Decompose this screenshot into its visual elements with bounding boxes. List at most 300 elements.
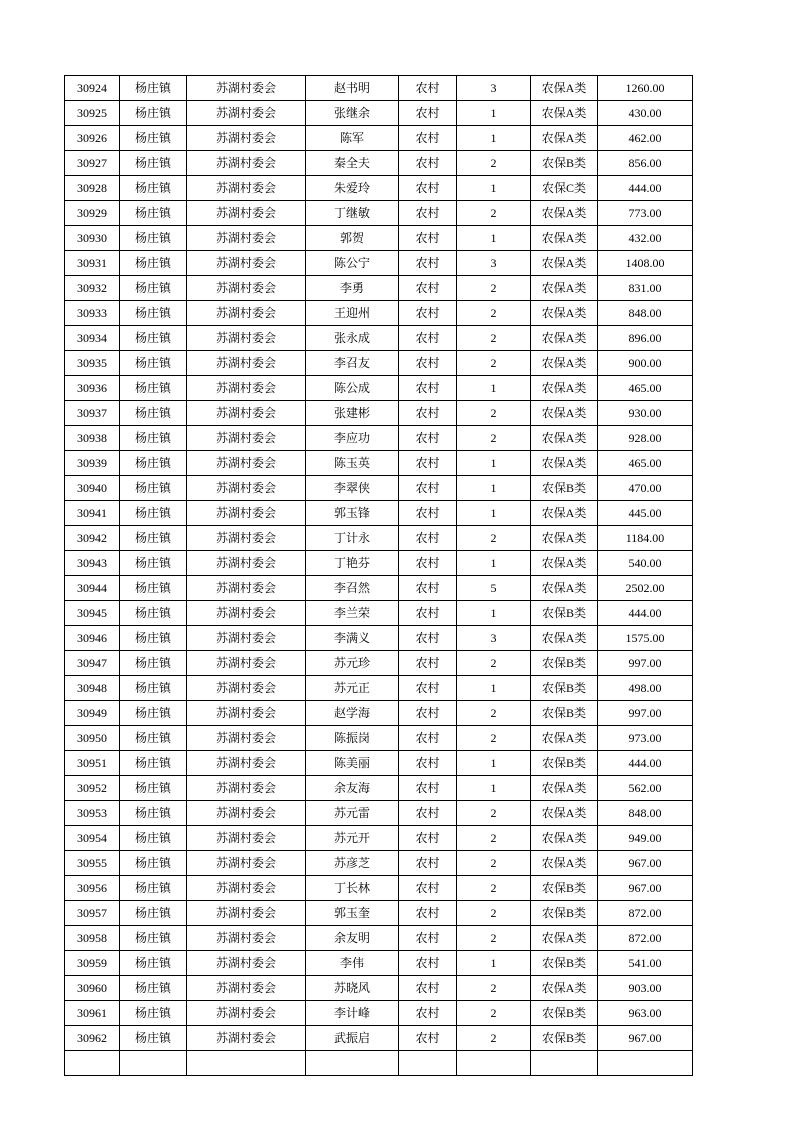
table-cell-town: 杨庄镇 (120, 251, 187, 276)
table-cell-category: 农保A类 (531, 826, 598, 851)
table-cell-town: 杨庄镇 (120, 676, 187, 701)
table-cell-amount: 498.00 (598, 676, 693, 701)
table-cell-name: 丁计永 (306, 526, 399, 551)
table-cell-town: 杨庄镇 (120, 426, 187, 451)
table-cell-amount: 831.00 (598, 276, 693, 301)
table-cell-amount: 465.00 (598, 376, 693, 401)
table-cell-village: 苏湖村委会 (187, 426, 306, 451)
table-row (65, 1001, 693, 1026)
table-cell-category: 农保A类 (531, 551, 598, 576)
table-cell-count: 1 (457, 751, 531, 776)
table-cell-category: 农保A类 (531, 251, 598, 276)
table-cell-id: 30945 (65, 601, 120, 626)
table-cell-village: 苏湖村委会 (187, 726, 306, 751)
table-cell-empty (120, 1051, 187, 1076)
table-cell-type: 农村 (399, 626, 457, 651)
table-cell-category: 农保B类 (531, 676, 598, 701)
table-cell-id: 30958 (65, 926, 120, 951)
table-cell-count: 2 (457, 1026, 531, 1051)
table-cell-count: 1 (457, 476, 531, 501)
table-cell-id: 30929 (65, 201, 120, 226)
table-cell-town: 杨庄镇 (120, 751, 187, 776)
table-cell-name: 余友明 (306, 926, 399, 951)
table-row (65, 826, 693, 851)
table-cell-name: 赵书明 (306, 76, 399, 101)
table-row (65, 401, 693, 426)
table-cell-name: 陈公宁 (306, 251, 399, 276)
table-cell-type: 农村 (399, 76, 457, 101)
table-cell-type: 农村 (399, 1026, 457, 1051)
table-cell-village: 苏湖村委会 (187, 751, 306, 776)
table-cell-name: 苏元雷 (306, 801, 399, 826)
table-cell-type: 农村 (399, 751, 457, 776)
table-cell-count: 2 (457, 826, 531, 851)
table-cell-type: 农村 (399, 526, 457, 551)
table-cell-category: 农保B类 (531, 601, 598, 626)
table-cell-town: 杨庄镇 (120, 226, 187, 251)
table-cell-town: 杨庄镇 (120, 826, 187, 851)
table-cell-category: 农保A类 (531, 451, 598, 476)
table-cell-count: 1 (457, 551, 531, 576)
table-cell-town: 杨庄镇 (120, 101, 187, 126)
table-cell-id: 30948 (65, 676, 120, 701)
table-cell-id: 30941 (65, 501, 120, 526)
table-cell-count: 1 (457, 176, 531, 201)
table-row (65, 376, 693, 401)
table-cell-amount: 949.00 (598, 826, 693, 851)
table-cell-town: 杨庄镇 (120, 451, 187, 476)
table-cell-type: 农村 (399, 851, 457, 876)
table-cell-category: 农保A类 (531, 726, 598, 751)
table-cell-name: 李勇 (306, 276, 399, 301)
table-cell-name: 陈公成 (306, 376, 399, 401)
table-cell-town: 杨庄镇 (120, 76, 187, 101)
table-cell-name: 苏彦芝 (306, 851, 399, 876)
table-cell-village: 苏湖村委会 (187, 301, 306, 326)
table-cell-type: 农村 (399, 201, 457, 226)
table-cell-amount: 430.00 (598, 101, 693, 126)
table-cell-count: 1 (457, 226, 531, 251)
table-cell-name: 郭贺 (306, 226, 399, 251)
table-row (65, 451, 693, 476)
table-cell-village: 苏湖村委会 (187, 451, 306, 476)
table-cell-category: 农保B类 (531, 651, 598, 676)
table-cell-amount: 963.00 (598, 1001, 693, 1026)
table-cell-id: 30930 (65, 226, 120, 251)
table-cell-town: 杨庄镇 (120, 976, 187, 1001)
table-cell-name: 苏元开 (306, 826, 399, 851)
table-cell-type: 农村 (399, 101, 457, 126)
table-row (65, 926, 693, 951)
table-cell-category: 农保A类 (531, 76, 598, 101)
table-cell-amount: 973.00 (598, 726, 693, 751)
table-row (65, 751, 693, 776)
table-cell-village: 苏湖村委会 (187, 826, 306, 851)
table-cell-village: 苏湖村委会 (187, 1001, 306, 1026)
table-cell-amount: 856.00 (598, 151, 693, 176)
table-cell-town: 杨庄镇 (120, 401, 187, 426)
table-cell-town: 杨庄镇 (120, 926, 187, 951)
table-cell-amount: 967.00 (598, 876, 693, 901)
table-cell-category: 农保B类 (531, 876, 598, 901)
table-cell-category: 农保A类 (531, 851, 598, 876)
table-cell-count: 1 (457, 676, 531, 701)
table-cell-town: 杨庄镇 (120, 526, 187, 551)
table-cell-id: 30940 (65, 476, 120, 501)
table-row (65, 526, 693, 551)
table-cell-count: 3 (457, 626, 531, 651)
table-cell-village: 苏湖村委会 (187, 851, 306, 876)
table-cell-town: 杨庄镇 (120, 801, 187, 826)
table-row (65, 276, 693, 301)
table-row (65, 876, 693, 901)
table-cell-town: 杨庄镇 (120, 351, 187, 376)
table-cell-amount: 444.00 (598, 751, 693, 776)
table-row (65, 576, 693, 601)
table-row (65, 551, 693, 576)
table-cell-id: 30944 (65, 576, 120, 601)
table-cell-count: 2 (457, 851, 531, 876)
table-cell-count: 2 (457, 651, 531, 676)
table-cell-amount: 872.00 (598, 926, 693, 951)
table-row (65, 351, 693, 376)
table-cell-type: 农村 (399, 176, 457, 201)
table-cell-category: 农保B类 (531, 1001, 598, 1026)
table-row (65, 601, 693, 626)
table-cell-count: 2 (457, 426, 531, 451)
table-cell-amount: 930.00 (598, 401, 693, 426)
table-cell-empty (399, 1051, 457, 1076)
table-row (65, 901, 693, 926)
table-row (65, 726, 693, 751)
table-cell-id: 30957 (65, 901, 120, 926)
table-cell-category: 农保A类 (531, 201, 598, 226)
table-cell-name: 郭玉奎 (306, 901, 399, 926)
table-cell-town: 杨庄镇 (120, 576, 187, 601)
table-cell-category: 农保A类 (531, 326, 598, 351)
table-cell-village: 苏湖村委会 (187, 326, 306, 351)
table-cell-count: 2 (457, 326, 531, 351)
table-cell-name: 朱爱玲 (306, 176, 399, 201)
table-cell-amount: 997.00 (598, 701, 693, 726)
table-cell-count: 2 (457, 201, 531, 226)
table-cell-village: 苏湖村委会 (187, 276, 306, 301)
table-cell-town: 杨庄镇 (120, 901, 187, 926)
table-cell-category: 农保B类 (531, 476, 598, 501)
table-cell-type: 农村 (399, 451, 457, 476)
table-row (65, 476, 693, 501)
table-cell-count: 1 (457, 126, 531, 151)
table-cell-category: 农保A类 (531, 226, 598, 251)
table-cell-count: 2 (457, 976, 531, 1001)
table-cell-count: 2 (457, 151, 531, 176)
table-cell-name: 张建彬 (306, 401, 399, 426)
table-cell-amount: 2502.00 (598, 576, 693, 601)
table-row (65, 801, 693, 826)
table-cell-amount: 1184.00 (598, 526, 693, 551)
table-cell-name: 秦全夫 (306, 151, 399, 176)
table-cell-count: 2 (457, 526, 531, 551)
table-cell-id: 30924 (65, 76, 120, 101)
table-cell-town: 杨庄镇 (120, 376, 187, 401)
table-cell-amount: 1408.00 (598, 251, 693, 276)
table-cell-count: 1 (457, 601, 531, 626)
table-cell-amount: 900.00 (598, 351, 693, 376)
table-cell-category: 农保B类 (531, 1026, 598, 1051)
table-cell-name: 赵学海 (306, 701, 399, 726)
table-cell-town: 杨庄镇 (120, 601, 187, 626)
table-cell-count: 2 (457, 901, 531, 926)
table-cell-category: 农保B类 (531, 701, 598, 726)
table-cell-count: 2 (457, 301, 531, 326)
table-cell-id: 30937 (65, 401, 120, 426)
table-cell-village: 苏湖村委会 (187, 376, 306, 401)
table-cell-type: 农村 (399, 401, 457, 426)
table-cell-count: 2 (457, 701, 531, 726)
table-cell-village: 苏湖村委会 (187, 226, 306, 251)
table-cell-id: 30939 (65, 451, 120, 476)
table-cell-count: 2 (457, 401, 531, 426)
table-cell-amount: 896.00 (598, 326, 693, 351)
table-cell-amount: 967.00 (598, 851, 693, 876)
table-cell-name: 李兰荣 (306, 601, 399, 626)
table-cell-category: 农保A类 (531, 101, 598, 126)
table-row (65, 501, 693, 526)
table-cell-empty (598, 1051, 693, 1076)
benefits-table (64, 75, 693, 1076)
table-cell-type: 农村 (399, 701, 457, 726)
table-cell-type: 农村 (399, 576, 457, 601)
table-cell-type: 农村 (399, 501, 457, 526)
table-row-empty (65, 1051, 693, 1076)
table-cell-village: 苏湖村委会 (187, 401, 306, 426)
table-cell-type: 农村 (399, 301, 457, 326)
table-cell-town: 杨庄镇 (120, 626, 187, 651)
table-row (65, 326, 693, 351)
table-cell-amount: 465.00 (598, 451, 693, 476)
table-cell-type: 农村 (399, 951, 457, 976)
table-cell-name: 李翠侠 (306, 476, 399, 501)
table-cell-id: 30946 (65, 626, 120, 651)
table-cell-type: 农村 (399, 651, 457, 676)
table-cell-village: 苏湖村委会 (187, 876, 306, 901)
table-cell-village: 苏湖村委会 (187, 476, 306, 501)
table-cell-amount: 903.00 (598, 976, 693, 1001)
table-cell-count: 2 (457, 276, 531, 301)
table-cell-village: 苏湖村委会 (187, 101, 306, 126)
table-cell-type: 农村 (399, 376, 457, 401)
table-cell-name: 李召然 (306, 576, 399, 601)
table-cell-village: 苏湖村委会 (187, 701, 306, 726)
table-cell-id: 30931 (65, 251, 120, 276)
table-row (65, 226, 693, 251)
table-cell-empty (187, 1051, 306, 1076)
table-cell-id: 30956 (65, 876, 120, 901)
table-cell-town: 杨庄镇 (120, 1001, 187, 1026)
table-cell-id: 30960 (65, 976, 120, 1001)
table-cell-village: 苏湖村委会 (187, 776, 306, 801)
table-cell-name: 郭玉锋 (306, 501, 399, 526)
table-cell-category: 农保A类 (531, 276, 598, 301)
table-cell-amount: 562.00 (598, 776, 693, 801)
table-cell-id: 30953 (65, 801, 120, 826)
table-cell-amount: 432.00 (598, 226, 693, 251)
table-cell-id: 30933 (65, 301, 120, 326)
table-cell-id: 30952 (65, 776, 120, 801)
table-cell-empty (65, 1051, 120, 1076)
table-row (65, 101, 693, 126)
table-row (65, 176, 693, 201)
table-cell-town: 杨庄镇 (120, 126, 187, 151)
table-cell-name: 丁长林 (306, 876, 399, 901)
table-cell-name: 陈玉英 (306, 451, 399, 476)
table-cell-village: 苏湖村委会 (187, 601, 306, 626)
table-cell-count: 1 (457, 101, 531, 126)
table-cell-town: 杨庄镇 (120, 201, 187, 226)
table-row (65, 301, 693, 326)
table-row (65, 251, 693, 276)
table-cell-village: 苏湖村委会 (187, 1026, 306, 1051)
table-cell-type: 农村 (399, 826, 457, 851)
table-cell-empty (531, 1051, 598, 1076)
table-cell-id: 30934 (65, 326, 120, 351)
table-cell-amount: 462.00 (598, 126, 693, 151)
table-cell-category: 农保B类 (531, 901, 598, 926)
table-cell-category: 农保A类 (531, 426, 598, 451)
table-cell-category: 农保B类 (531, 751, 598, 776)
table-cell-village: 苏湖村委会 (187, 676, 306, 701)
table-cell-id: 30943 (65, 551, 120, 576)
table-cell-village: 苏湖村委会 (187, 501, 306, 526)
table-cell-category: 农保C类 (531, 176, 598, 201)
table-cell-town: 杨庄镇 (120, 651, 187, 676)
table-cell-category: 农保A类 (531, 776, 598, 801)
table-cell-name: 王迎州 (306, 301, 399, 326)
table-cell-name: 陈军 (306, 126, 399, 151)
table-cell-name: 丁继敏 (306, 201, 399, 226)
table-cell-type: 农村 (399, 226, 457, 251)
table-row (65, 776, 693, 801)
table-cell-town: 杨庄镇 (120, 276, 187, 301)
table-cell-count: 1 (457, 501, 531, 526)
table-cell-village: 苏湖村委会 (187, 901, 306, 926)
table-cell-type: 农村 (399, 926, 457, 951)
table-cell-id: 30949 (65, 701, 120, 726)
table-cell-town: 杨庄镇 (120, 726, 187, 751)
table-row (65, 201, 693, 226)
table-cell-town: 杨庄镇 (120, 776, 187, 801)
table-cell-category: 农保A类 (531, 126, 598, 151)
table-cell-type: 农村 (399, 326, 457, 351)
table-cell-town: 杨庄镇 (120, 326, 187, 351)
table-cell-type: 农村 (399, 476, 457, 501)
table-cell-amount: 1575.00 (598, 626, 693, 651)
table-row (65, 851, 693, 876)
table-cell-village: 苏湖村委会 (187, 801, 306, 826)
table-cell-amount: 1260.00 (598, 76, 693, 101)
table-cell-village: 苏湖村委会 (187, 151, 306, 176)
table-cell-count: 1 (457, 451, 531, 476)
table-row (65, 151, 693, 176)
table-cell-type: 农村 (399, 676, 457, 701)
table-cell-town: 杨庄镇 (120, 951, 187, 976)
table-cell-name: 李召友 (306, 351, 399, 376)
table-cell-id: 30928 (65, 176, 120, 201)
table-cell-id: 30927 (65, 151, 120, 176)
table-cell-type: 农村 (399, 876, 457, 901)
table-cell-village: 苏湖村委会 (187, 126, 306, 151)
table-cell-type: 农村 (399, 351, 457, 376)
table-cell-type: 农村 (399, 801, 457, 826)
table-cell-category: 农保A类 (531, 576, 598, 601)
table-cell-id: 30932 (65, 276, 120, 301)
table-cell-town: 杨庄镇 (120, 1026, 187, 1051)
table-body (65, 76, 693, 1076)
table-cell-village: 苏湖村委会 (187, 251, 306, 276)
table-cell-type: 农村 (399, 126, 457, 151)
table-cell-name: 张永成 (306, 326, 399, 351)
table-cell-category: 农保B类 (531, 151, 598, 176)
table-cell-count: 2 (457, 801, 531, 826)
table-cell-amount: 967.00 (598, 1026, 693, 1051)
table-cell-empty (306, 1051, 399, 1076)
table-cell-amount: 928.00 (598, 426, 693, 451)
table-cell-id: 30950 (65, 726, 120, 751)
table-cell-id: 30938 (65, 426, 120, 451)
table-cell-type: 农村 (399, 901, 457, 926)
table-cell-name: 张继余 (306, 101, 399, 126)
table-cell-name: 丁艳芬 (306, 551, 399, 576)
table-cell-type: 农村 (399, 426, 457, 451)
table-row (65, 651, 693, 676)
table-cell-amount: 445.00 (598, 501, 693, 526)
table-cell-type: 农村 (399, 551, 457, 576)
table-cell-name: 李计峰 (306, 1001, 399, 1026)
table-cell-id: 30954 (65, 826, 120, 851)
table-cell-type: 农村 (399, 976, 457, 1001)
table-row (65, 76, 693, 101)
table-cell-category: 农保A类 (531, 501, 598, 526)
table-cell-id: 30959 (65, 951, 120, 976)
table-row (65, 126, 693, 151)
table-cell-category: 农保A类 (531, 376, 598, 401)
table-cell-id: 30935 (65, 351, 120, 376)
table-cell-count: 5 (457, 576, 531, 601)
table-cell-town: 杨庄镇 (120, 501, 187, 526)
table-cell-count: 2 (457, 876, 531, 901)
table-cell-amount: 541.00 (598, 951, 693, 976)
table-cell-id: 30925 (65, 101, 120, 126)
table-cell-name: 李伟 (306, 951, 399, 976)
table-cell-village: 苏湖村委会 (187, 951, 306, 976)
table-cell-id: 30942 (65, 526, 120, 551)
table-cell-count: 1 (457, 776, 531, 801)
table-cell-amount: 773.00 (598, 201, 693, 226)
table-cell-amount: 848.00 (598, 301, 693, 326)
table-cell-id: 30951 (65, 751, 120, 776)
table-cell-town: 杨庄镇 (120, 301, 187, 326)
table-cell-category: 农保A类 (531, 301, 598, 326)
table-cell-count: 3 (457, 76, 531, 101)
table-cell-village: 苏湖村委会 (187, 176, 306, 201)
table-cell-town: 杨庄镇 (120, 176, 187, 201)
table-cell-name: 苏晓风 (306, 976, 399, 1001)
table-cell-category: 农保B类 (531, 951, 598, 976)
table-cell-village: 苏湖村委会 (187, 526, 306, 551)
table-cell-type: 农村 (399, 601, 457, 626)
table-cell-id: 30936 (65, 376, 120, 401)
table-cell-count: 2 (457, 1001, 531, 1026)
